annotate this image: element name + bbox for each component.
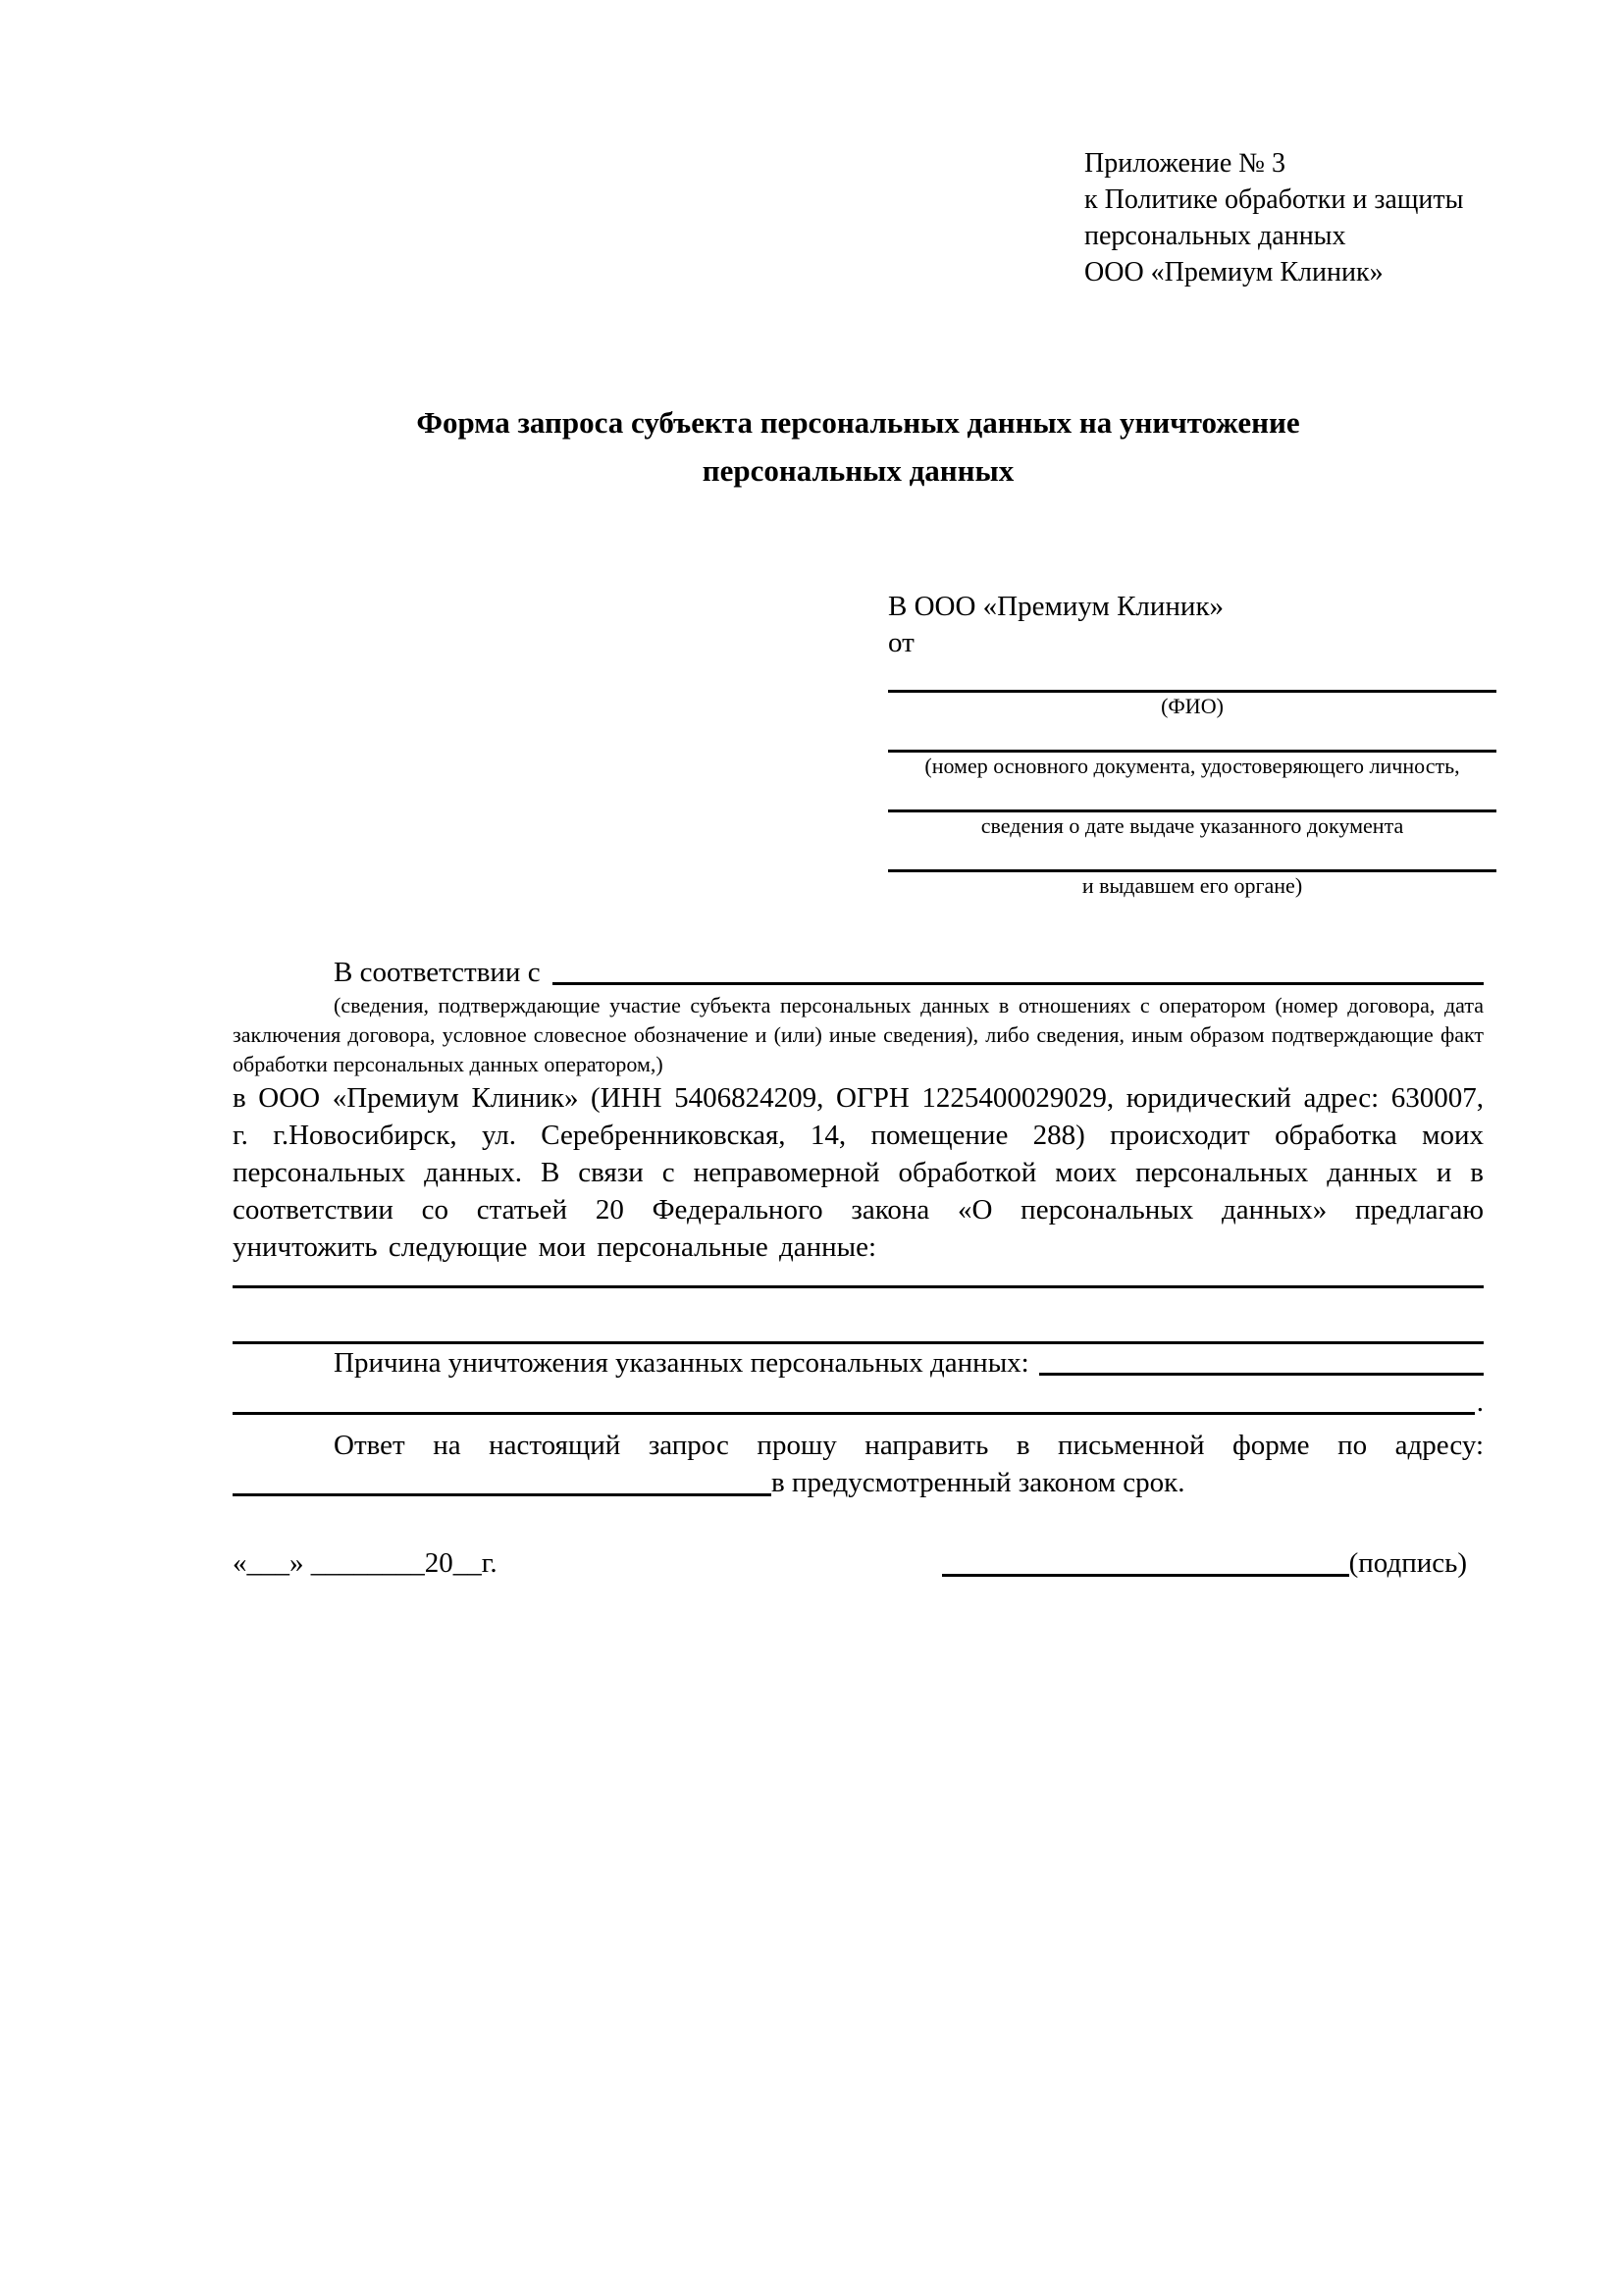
appendix-line: к Политике обработки и защиты bbox=[1084, 184, 1464, 215]
response-address-row bbox=[233, 1464, 1484, 1501]
main-paragraph: в ООО «Премиум Клиник» (ИНН 5406824209, ОГРН 1225400029029, юридический адрес: 630007, г. г.Новосибирск, ул. Серебренниковская, 14, помещение 288) происходит обработка моих персональных данных. В связи с неправомерной обработкой моих персональных данных и в соответствии со статьей 20 Федерального закона «О персональных данных» предлагаю уничтожить следующие мои персональные данные: bbox=[233, 1082, 1484, 1263]
signature-group bbox=[942, 1544, 1467, 1582]
response-suffix: в предусмотренный законом срок. bbox=[771, 1467, 1185, 1498]
document-number-caption: (номер основного документа, удостоверяющего личность, bbox=[924, 754, 1460, 778]
reason-row bbox=[233, 1344, 1484, 1382]
document-title bbox=[233, 398, 1484, 495]
issue-date-blank-line bbox=[888, 779, 1496, 812]
issuing-authority-caption: и выдавшем его органе) bbox=[1081, 873, 1303, 898]
reason-label: Причина уничтожения указанных персональных данных: bbox=[334, 1347, 1029, 1379]
date-line: «___» ________20__г. bbox=[233, 1547, 497, 1579]
reason-blank-line bbox=[1039, 1373, 1484, 1376]
recipient-to: В ООО «Премиум Клиник» bbox=[888, 591, 1225, 622]
recipient-from-label: от bbox=[888, 627, 915, 658]
signature-blank-line bbox=[942, 1574, 1349, 1577]
footer-row bbox=[233, 1544, 1484, 1582]
signature-caption: (подпись) bbox=[1348, 1547, 1467, 1579]
recipient-block bbox=[888, 587, 1496, 899]
title-line: Форма запроса субъекта персональных данных на уничтожение bbox=[416, 405, 1300, 440]
document-content bbox=[0, 145, 1623, 1582]
appendix-line: ООО «Премиум Клиник» bbox=[1084, 257, 1384, 287]
document-number-blank-line bbox=[888, 719, 1496, 753]
fio-field bbox=[888, 659, 1496, 719]
reason-continuation-row bbox=[233, 1383, 1484, 1421]
address-blank-line bbox=[233, 1493, 771, 1496]
accordance-prefix: В соответствии с bbox=[334, 957, 541, 988]
accordance-row bbox=[233, 954, 1484, 991]
reason-line-period: . bbox=[1476, 1386, 1484, 1418]
fio-blank-line bbox=[888, 659, 1496, 693]
issuing-authority-field bbox=[888, 839, 1496, 899]
response-paragraph: Ответ на настоящий запрос прошу направить в письменной форме по адресу: bbox=[334, 1430, 1484, 1461]
accordance-blank-line bbox=[552, 982, 1484, 985]
title-line: персональных данных bbox=[702, 453, 1015, 488]
appendix-header bbox=[1084, 145, 1484, 290]
personal-data-blank-line-1 bbox=[233, 1285, 1484, 1288]
reason-continuation-blank-line bbox=[233, 1412, 1475, 1415]
accordance-note: (сведения, подтверждающие участие субъекта персональных данных в отношениях с оператором (номер договора, дата заключения договора, условное словесное обозначение и (или) иные сведения), либо сведения, иным образом подтверждающие факт обработки персональных данных оператором,) bbox=[233, 993, 1484, 1076]
fio-caption: (ФИО) bbox=[1161, 694, 1224, 718]
issue-date-field bbox=[888, 779, 1496, 839]
issue-date-caption: сведения о дате выдаче указанного документа bbox=[980, 813, 1404, 838]
appendix-line: Приложение № 3 bbox=[1084, 148, 1285, 179]
appendix-line: персональных данных bbox=[1084, 221, 1346, 251]
issuing-authority-blank-line bbox=[888, 839, 1496, 872]
document-number-field bbox=[888, 719, 1496, 779]
